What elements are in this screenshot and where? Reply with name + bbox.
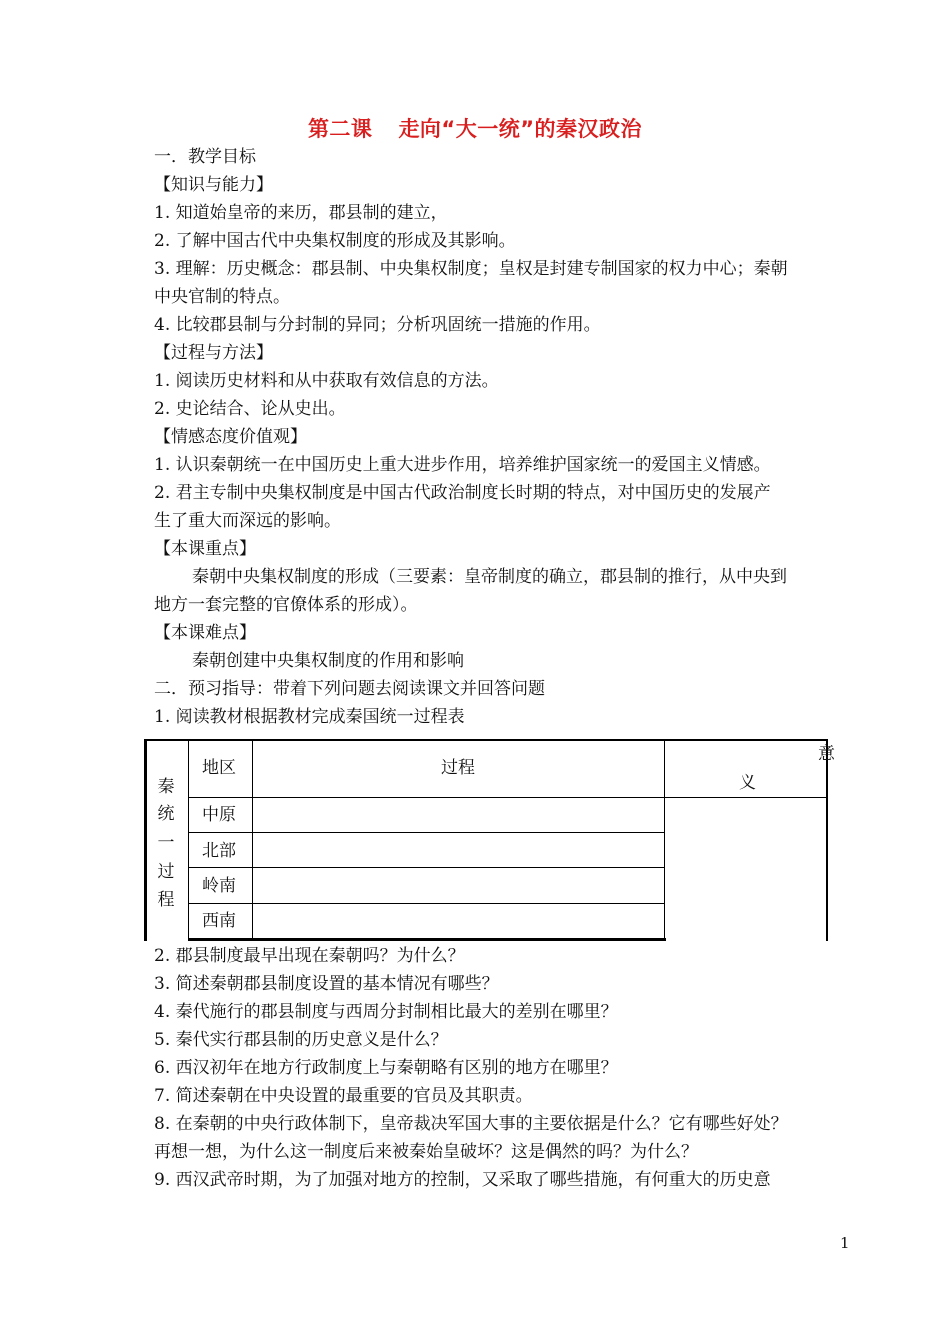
section-heading: 一．教学目标 xyxy=(154,147,256,167)
question-item: 4. 秦代施行的郡县制度与西周分封制相比最大的差别在哪里？ xyxy=(154,1002,618,1022)
side-label-char: 过 xyxy=(157,862,175,882)
subheading-key-point: 【本课重点】 xyxy=(154,539,256,559)
table-row-region: 岭南 xyxy=(202,876,236,896)
objective-item-continued: 中央官制的特点。 xyxy=(154,287,290,307)
objective-item: 4. 比较郡县制与分封制的异同；分析巩固统一措施的作用。 xyxy=(154,315,601,335)
header-process: 过程 xyxy=(441,758,475,778)
side-label-char: 一 xyxy=(157,833,175,853)
objective-item: 2. 史论结合、论从史出。 xyxy=(154,399,346,419)
objective-item: 1. 认识秦朝统一在中国历史上重大进步作用，培养维护国家统一的爱国主义情感。 xyxy=(154,455,771,475)
header-meaning-bottom: 义 xyxy=(739,773,756,793)
subheading-process: 【过程与方法】 xyxy=(154,343,273,363)
objective-item: 1. 知道始皇帝的来历，郡县制的建立， xyxy=(154,203,448,223)
section-heading: 二．预习指导：带着下列问题去阅读课文并回答问题 xyxy=(154,679,545,699)
questions-list xyxy=(154,942,864,1194)
lesson-number: 第二课 xyxy=(307,117,373,141)
objective-item: 3. 理解：历史概念：郡县制、中央集权制度；皇权是封建专制国家的权力中心；秦朝 xyxy=(154,259,788,279)
question-item: 8. 在秦朝的中央行政体制下，皇帝裁决军国大事的主要依据是什么？它有哪些好处？ xyxy=(154,1114,788,1134)
side-label-char: 秦 xyxy=(157,777,175,797)
unification-table xyxy=(144,739,835,941)
side-label-char: 程 xyxy=(157,890,175,910)
question-item: 2. 郡县制度最早出现在秦朝吗？为什么？ xyxy=(154,946,465,966)
table-row-region: 中原 xyxy=(202,805,236,825)
objective-item: 2. 君主专制中央集权制度是中国古代政治制度长时期的特点，对中国历史的发展产 xyxy=(154,483,771,503)
question-item: 9. 西汉武帝时期，为了加强对地方的控制，又采取了哪些措施，有何重大的历史意 xyxy=(154,1170,771,1190)
question-item-continued: 再想一想，为什么这一制度后来被秦始皇破坏？这是偶然的吗？为什么？ xyxy=(154,1142,698,1162)
lesson-name: 走向“大一统”的秦汉政治 xyxy=(398,117,643,141)
header-region: 地区 xyxy=(202,758,236,778)
question-item: 7. 简述秦朝在中央设置的最重要的官员及其职责。 xyxy=(154,1086,533,1106)
key-point-text-continued: 地方一套完整的官僚体系的形成）。 xyxy=(154,595,418,615)
key-point-text: 秦朝中央集权制度的形成（三要素：皇帝制度的确立，郡县制的推行，从中央到 xyxy=(192,567,787,587)
objectives-section xyxy=(154,143,854,731)
subheading-values: 【情感态度价值观】 xyxy=(154,427,307,447)
question-item: 5. 秦代实行郡县制的历史意义是什么？ xyxy=(154,1030,448,1050)
question-item: 6. 西汉初年在地方行政制度上与秦朝略有区别的地方在哪里？ xyxy=(154,1058,618,1078)
page-number: 1 xyxy=(840,1234,850,1252)
objective-item: 2. 了解中国古代中央集权制度的形成及其影响。 xyxy=(154,231,516,251)
subheading-knowledge: 【知识与能力】 xyxy=(154,175,273,195)
difficulty-text: 秦朝创建中央集权制度的作用和影响 xyxy=(192,651,464,671)
objective-item-continued: 生了重大而深远的影响。 xyxy=(154,511,341,531)
header-meaning-top: 意 xyxy=(818,744,835,764)
question-item: 3. 简述秦朝郡县制度设置的基本情况有哪些？ xyxy=(154,974,499,994)
side-label-char: 统 xyxy=(157,804,175,824)
table-row-region: 北部 xyxy=(202,841,236,861)
table-row-region: 西南 xyxy=(202,911,236,931)
question-item: 1. 阅读教材根据教材完成秦国统一过程表 xyxy=(154,707,465,727)
objective-item: 1. 阅读历史材料和从中获取有效信息的方法。 xyxy=(154,371,499,391)
lesson-title xyxy=(0,113,950,143)
subheading-difficulty: 【本课难点】 xyxy=(154,623,256,643)
